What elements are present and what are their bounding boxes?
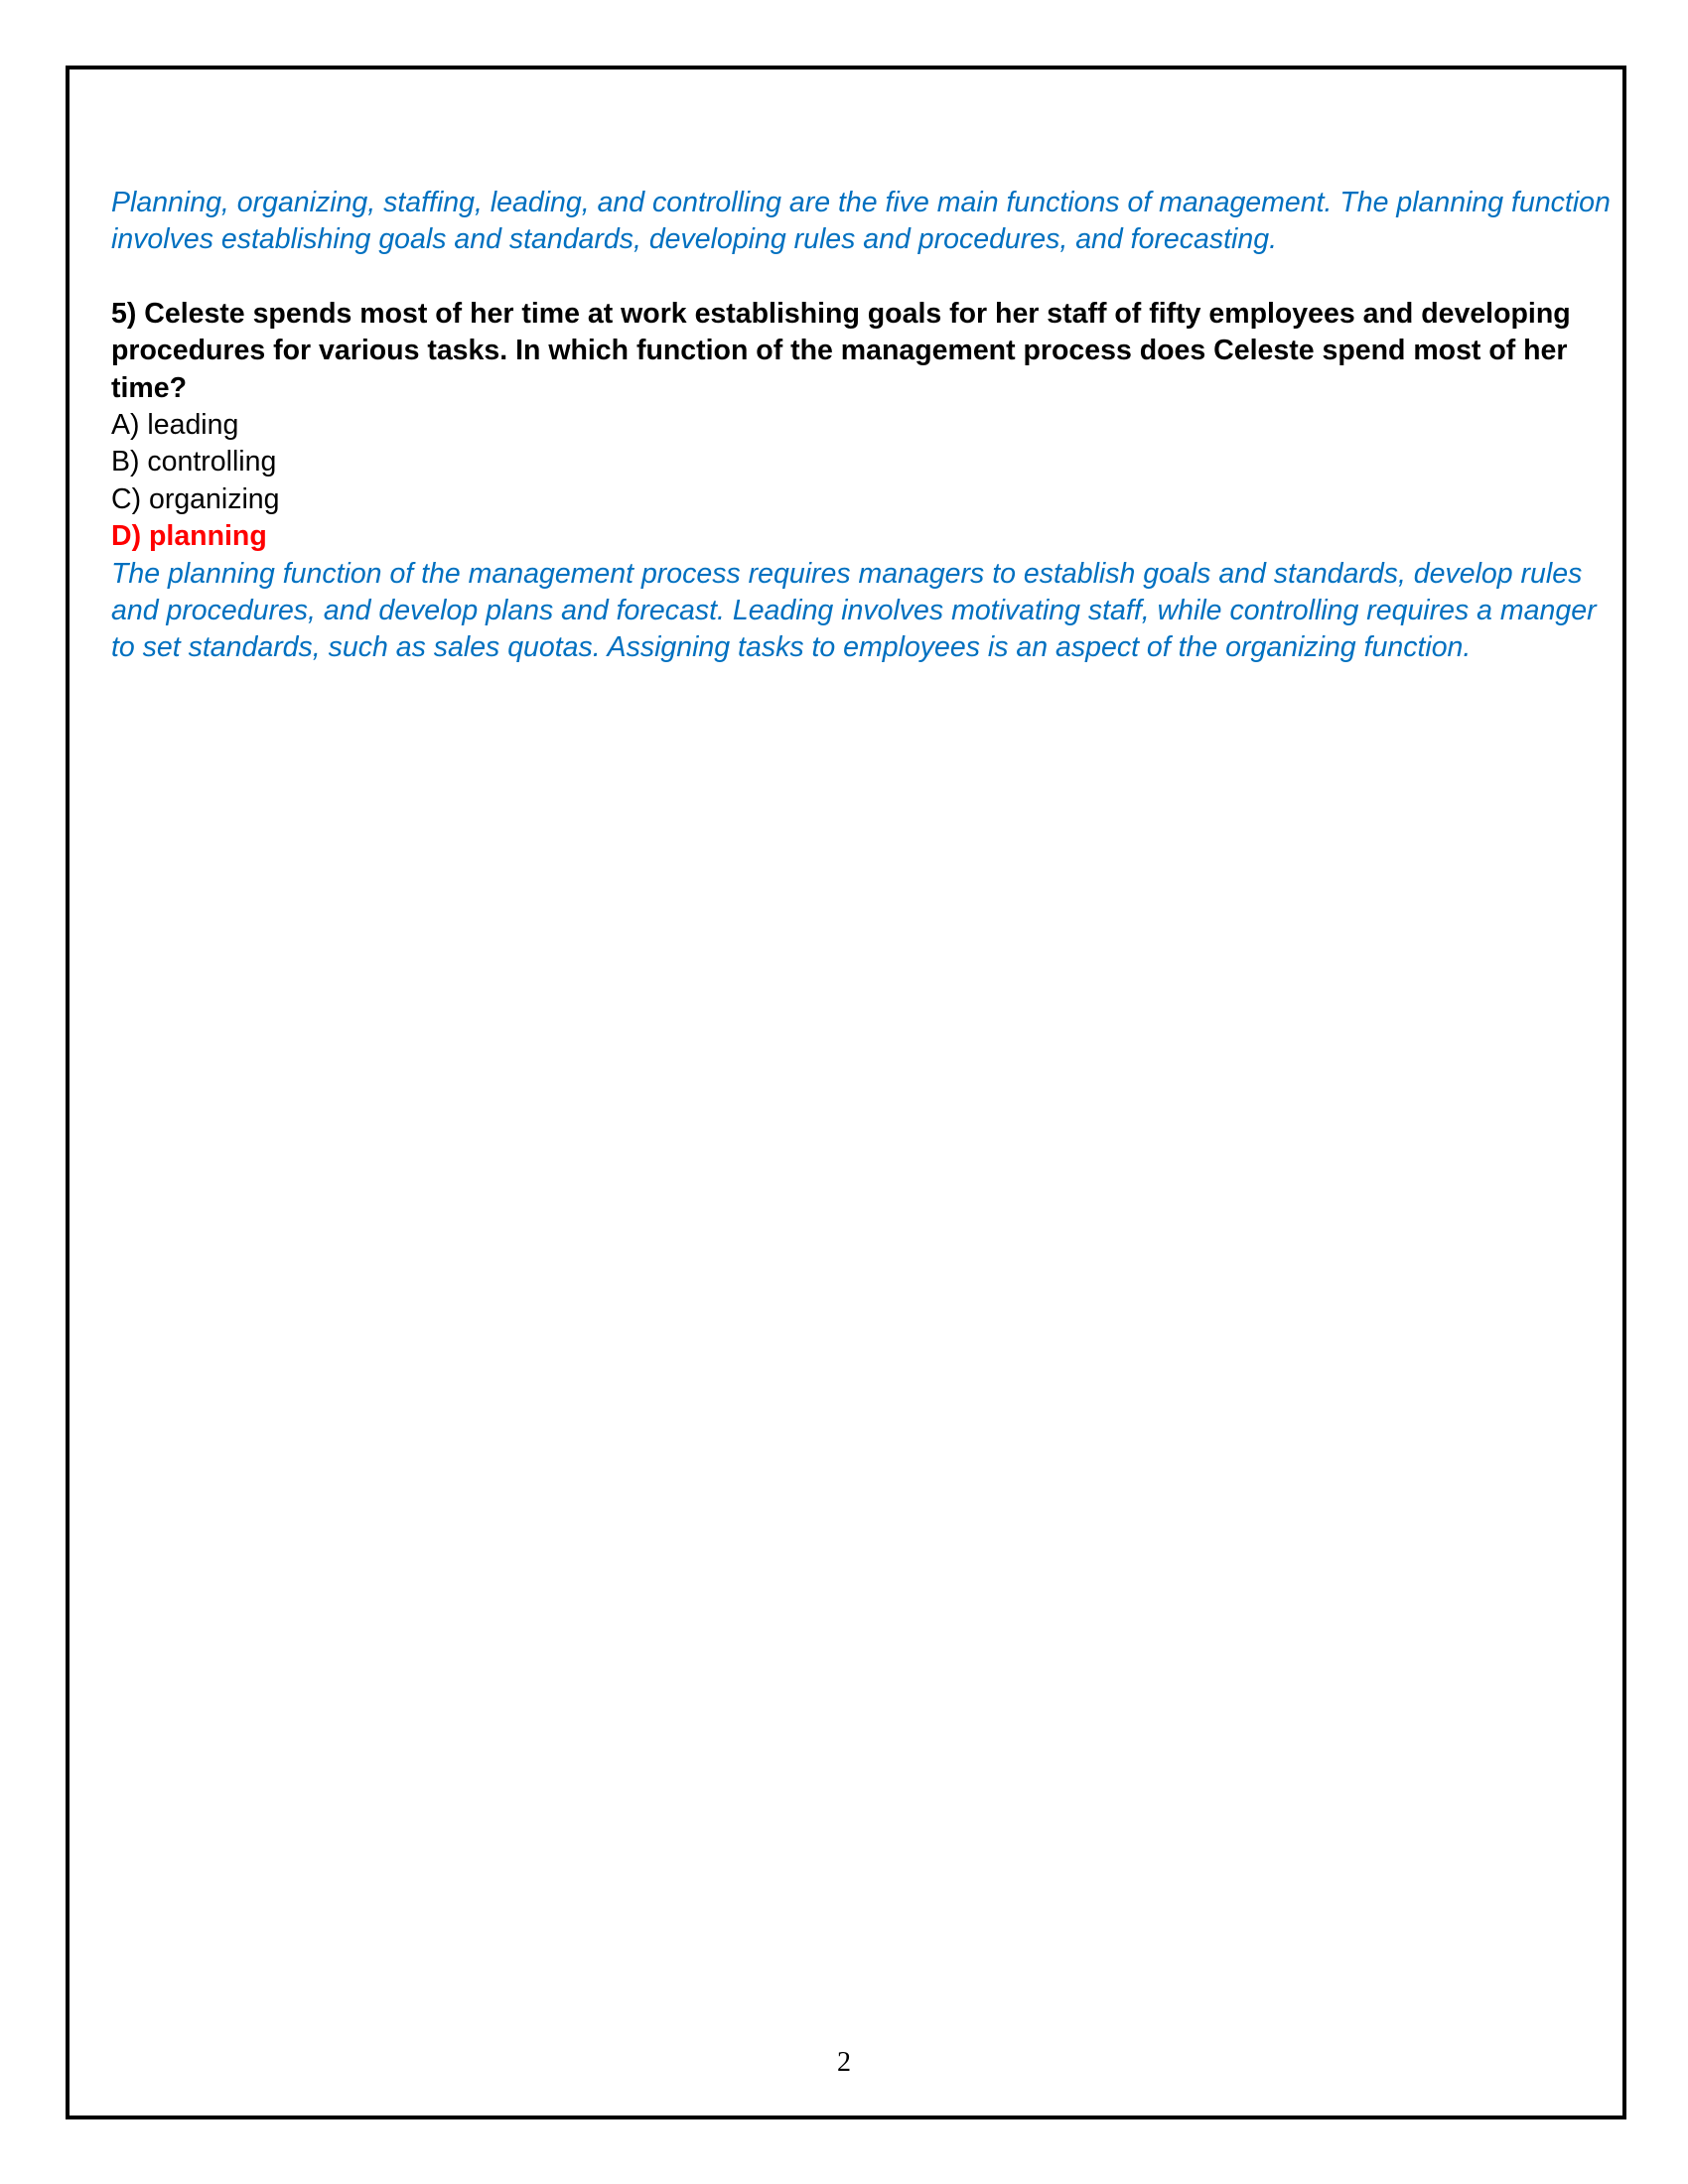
- answer-explanation: The planning function of the management process requires managers to establish goals and standards, develop rules and procedures, and develop plans and forecast. Leading involves motivating staff, while controlling requires a manger to set standards, such as sales quotas. Assigning tasks to employees is an aspect of the organizing function.: [111, 557, 1597, 664]
- option-b: B) controlling: [111, 446, 277, 478]
- intro-explanation: Planning, organizing, staffing, leading, and controlling are the five main functions of management. The planning function involves establishing goals and standards, developing rules and procedures, and forecasting.: [111, 187, 1611, 256]
- option-d-correct-answer: D) planning: [111, 520, 267, 553]
- question-text: 5) Celeste spends most of her time at work establishing goals for her staff of fifty employees and developing procedures for various tasks. In which function of the management process does Celeste spend most of her time?: [111, 297, 1571, 404]
- option-c: C) organizing: [111, 482, 280, 515]
- page-number: 2: [837, 2047, 851, 2078]
- option-a: A) leading: [111, 409, 239, 442]
- page-content: [111, 185, 1611, 667]
